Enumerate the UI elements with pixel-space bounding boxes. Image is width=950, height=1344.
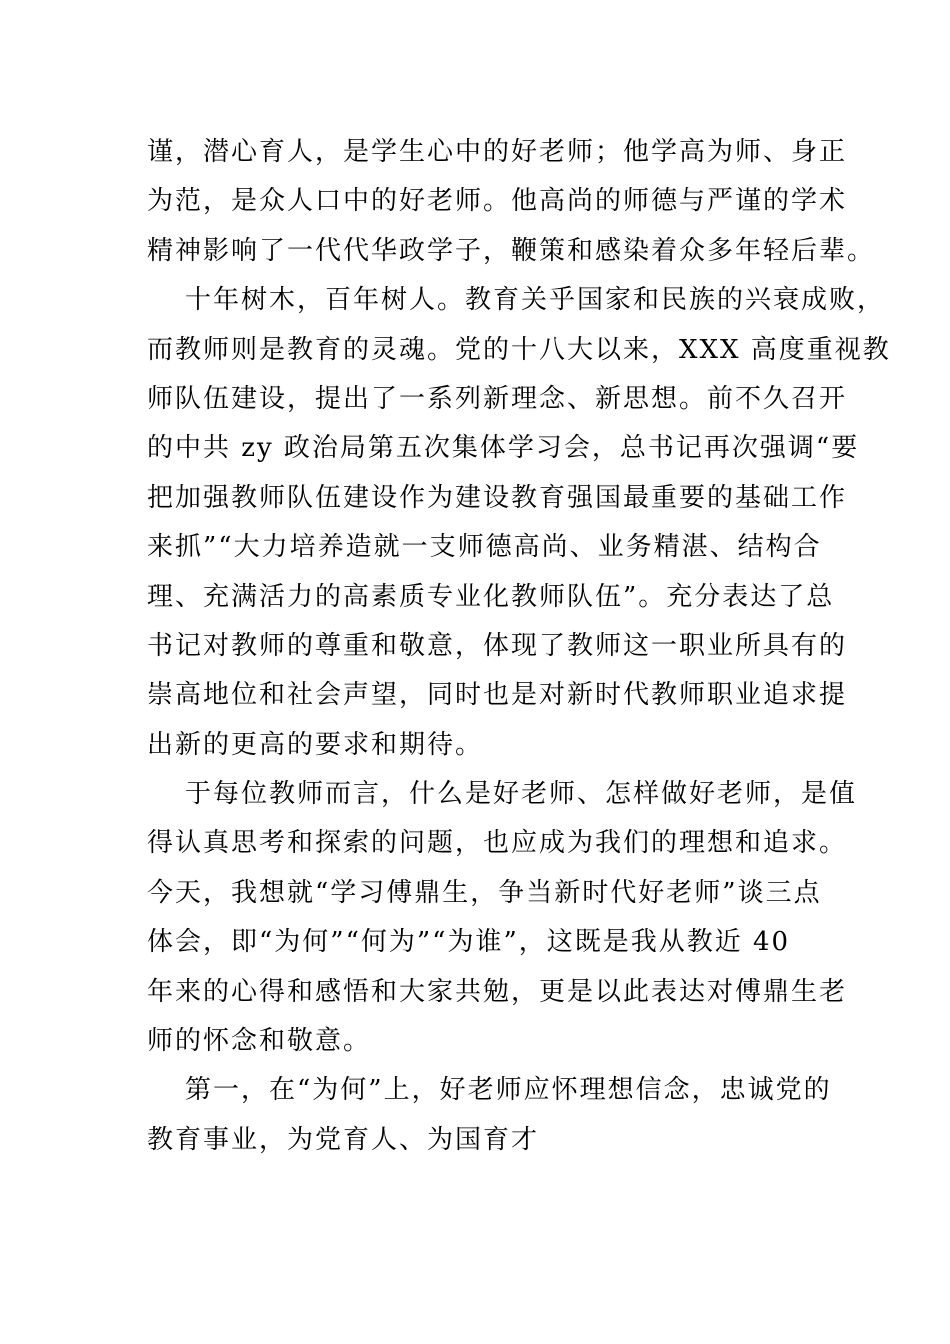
text-line: 崇高地位和社会声望，同时也是对新时代教师职业追求提	[147, 680, 848, 711]
text-line: 把加强教师队伍建设作为建设教育强国最重要的基础工作	[147, 482, 848, 513]
paragraph-first-line: 十年树木，百年树人。教育关乎国家和民族的兴衰成败，	[185, 285, 886, 316]
text-line: 体会，即“为何”“何为”“为谁”，这既是我从教近 40	[147, 927, 791, 958]
text-line: 师队伍建设，提出了一系列新理念、新思想。前不久召开	[147, 383, 848, 414]
text-line: 师的怀念和敬意。	[147, 1026, 372, 1057]
text-line: 书记对教师的尊重和敬意，体现了教师这一职业所具有的	[147, 630, 848, 661]
text-line: 为范，是众人口中的好老师。他高尚的师德与严谨的学术	[147, 186, 848, 217]
text-line: 教育事业，为党育人、为国育才	[147, 1124, 540, 1155]
text-line: 出新的更高的要求和期待。	[147, 729, 484, 760]
paragraph-first-line: 于每位教师而言，什么是好老师、怎样做好老师，是值	[185, 779, 858, 810]
text-line: 谨，潜心育人，是学生心中的好老师；他学高为师、身正	[147, 137, 848, 167]
text-line: 的中共 zy 政治局第五次集体学习会，总书记再次强调“要	[147, 433, 860, 464]
body-text	[147, 128, 891, 1165]
paragraph-first-line: 第一，在“为何”上，好老师应怀理想信念，忠诚党的	[185, 1075, 832, 1106]
text-line: 年来的心得和感悟和大家共勉，更是以此表达对傅鼎生老	[147, 976, 848, 1007]
text-line: 而教师则是教育的灵魂。党的十八大以来，XXX 高度重视教	[147, 334, 891, 365]
text-line: 理、充满活力的高素质专业化教师队伍”。充分表达了总	[147, 581, 835, 612]
text-line: 得认真思考和探索的问题，也应成为我们的理想和追求。	[147, 828, 848, 859]
text-line: 来抓”“大力培养造就一支师德高尚、业务精湛、结构合	[147, 532, 822, 563]
text-line: 精神影响了一代代华政学子，鞭策和感染着众多年轻后辈。	[147, 235, 876, 266]
text-line: 今天，我想就“学习傅鼎生，争当新时代好老师”谈三点	[147, 877, 822, 908]
